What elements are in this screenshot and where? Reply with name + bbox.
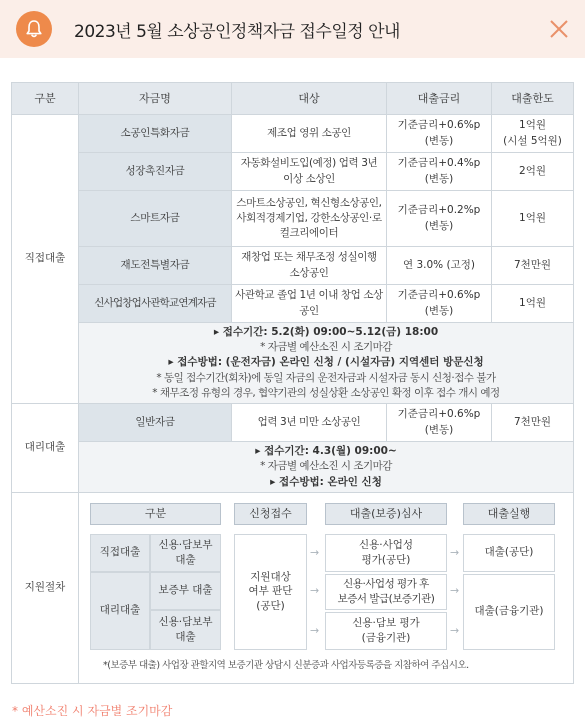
fund-name: 일반자금	[79, 404, 232, 442]
footer-note: * 예산소진 시 자금별 조기마감	[12, 704, 173, 718]
fund-rate: 기준금리+0.4%p (변동)	[387, 153, 492, 191]
fund-name: 성장촉진자금	[79, 153, 232, 191]
loan-schedule-table	[11, 82, 574, 684]
note-line: ▸ 접수방법: 온라인 신청	[270, 475, 382, 488]
fund-limit: 2억원	[492, 153, 574, 191]
notes-row	[12, 323, 574, 404]
fund-rate: 기준금리+0.6%p (변동)	[387, 404, 492, 442]
fund-target: 제조업 영위 소공인	[232, 115, 387, 153]
fund-name: 스마트자금	[79, 191, 232, 247]
fund-target: 스마트소상공인, 혁신형소상공인, 사회적경제기업, 강한소상공인·로컬크리에이터	[232, 191, 387, 247]
proc-head: 대출(보증)심사	[325, 503, 447, 525]
proc-apply: 지원대상 여부 판단 (공단)	[234, 534, 307, 650]
table-row	[12, 153, 574, 191]
category-agency: 대리대출	[12, 404, 79, 493]
note-line: * 자금별 예산소진 시 조기마감	[260, 460, 392, 473]
fund-limit: 1억원	[492, 285, 574, 323]
note-line: ▸ 접수방법: (운전자금) 온라인 신청 / (시설자금) 지역센터 방문신청	[168, 356, 484, 369]
table-row	[12, 404, 574, 442]
proc-head: 신청접수	[234, 503, 307, 525]
proc-exec-2: 대출(금융기관)	[463, 574, 555, 650]
proc-exec-1: 대출(공단)	[463, 534, 555, 572]
note-line: ▸ 접수기간: 4.3(월) 09:00~	[255, 445, 397, 458]
page-title: 2023년 5월 소상공인정책자금 접수일정 안내	[74, 22, 400, 42]
column-header: 대상	[232, 83, 387, 115]
table-row	[12, 115, 574, 153]
proc-review-3: 신용·담보 평가 (금융기관)	[325, 612, 447, 650]
fund-limit: 1억원 (시설 5억원)	[492, 115, 574, 153]
fund-limit: 7천만원	[492, 404, 574, 442]
procedure-cell	[79, 492, 574, 683]
column-header: 대출금리	[387, 83, 492, 115]
fund-limit: 1억원	[492, 191, 574, 247]
fund-rate: 기준금리+0.6%p (변동)	[387, 285, 492, 323]
fund-target: 사관학교 졸업 1년 이내 창업 소상공인	[232, 285, 387, 323]
fund-target: 자동화설비도입(예정) 업력 3년 이상 소상인	[232, 153, 387, 191]
table-row	[12, 191, 574, 247]
column-header: 자금명	[79, 83, 232, 115]
table-row	[12, 285, 574, 323]
proc-direct-label: 직접대출	[90, 534, 150, 572]
category-procedure: 지원절차	[12, 492, 79, 683]
notes-row	[12, 442, 574, 493]
proc-direct-type: 신용·담보부 대출	[150, 534, 221, 572]
arrow-icon: →	[310, 583, 320, 597]
arrow-icon: →	[450, 623, 460, 637]
procedure-diagram	[79, 493, 573, 683]
fund-rate: 기준금리+0.6%p (변동)	[387, 115, 492, 153]
notice-header	[0, 0, 585, 58]
fund-target: 재창업 또는 채무조정 성실이행 소상공인	[232, 247, 387, 285]
note-line: * 동일 접수기간(회차)에 동일 자금의 운전자금과 시설자금 동시 신청·접수 불가	[156, 371, 496, 384]
proc-review-2: 신용·사업성 평가 후 보증서 발급(보증기관)	[325, 574, 447, 610]
close-icon[interactable]	[547, 17, 571, 41]
column-header: 구분	[12, 83, 79, 115]
fund-name: 소공인특화자금	[79, 115, 232, 153]
fund-rate: 기준금리+0.2%p (변동)	[387, 191, 492, 247]
fund-name: 재도전특별자금	[79, 247, 232, 285]
proc-head: 대출실행	[463, 503, 555, 525]
proc-agency-type-1: 보증부 대출	[150, 572, 221, 610]
arrow-icon: →	[450, 583, 460, 597]
note-line: ▸ 접수기간: 5.2(화) 09:00~5.12(금) 18:00	[213, 326, 439, 338]
procedure-row	[12, 492, 574, 683]
arrow-icon: →	[310, 545, 320, 559]
proc-agency-type-2: 신용·담보부 대출	[150, 610, 221, 650]
proc-footnote: *(보증부 대출) 사업장 관할지역 보증기관 상담시 신분증과 사업자등록증을 지참하여 주십시오.	[103, 659, 469, 671]
note-line: * 채무조정 유형의 경우, 협약기관의 성실상환 소상공인 확정 이후 접수 개시 예정	[152, 386, 500, 399]
category-direct: 직접대출	[12, 115, 79, 404]
fund-limit: 7천만원	[492, 247, 574, 285]
note-line: * 자금별 예산소진 시 조기마감	[260, 341, 392, 354]
proc-agency-label: 대리대출	[90, 572, 150, 650]
proc-review-1: 신용·사업성 평가(공단)	[325, 534, 447, 572]
bell-icon	[16, 11, 52, 47]
table-row	[12, 247, 574, 285]
fund-target: 업력 3년 미만 소상공인	[232, 404, 387, 442]
fund-rate: 연 3.0% (고정)	[387, 247, 492, 285]
arrow-icon: →	[450, 545, 460, 559]
fund-name: 신사업창업사관학교연계자금	[79, 285, 232, 323]
proc-head: 구분	[90, 503, 221, 525]
arrow-icon: →	[310, 623, 320, 637]
agency-notes	[79, 442, 574, 493]
direct-notes	[79, 323, 574, 404]
column-header: 대출한도	[492, 83, 574, 115]
table-header-row	[12, 83, 574, 115]
